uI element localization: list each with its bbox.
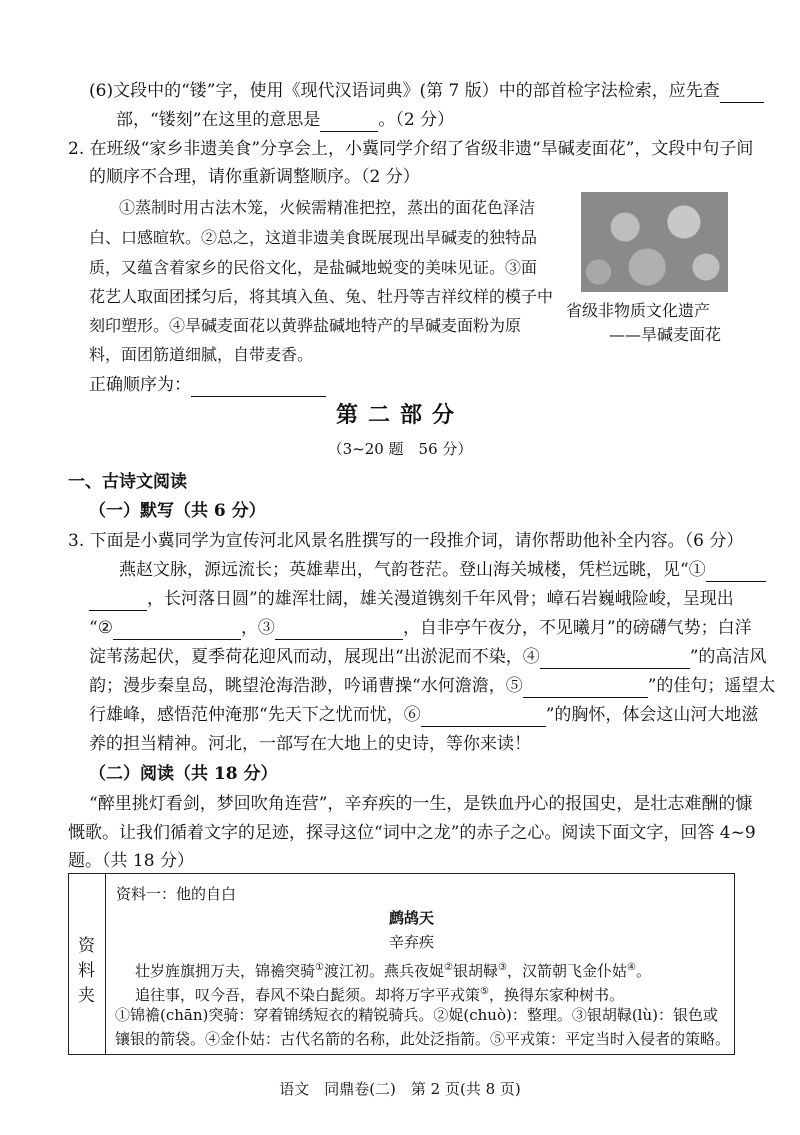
side-char: 料 [78, 961, 95, 981]
blank-1b[interactable] [89, 592, 147, 611]
side-char: 资 [78, 936, 95, 956]
q2-answer-line [89, 373, 326, 397]
q3-text-4 [89, 645, 766, 669]
poem-author: 辛弃疾 [388, 933, 434, 951]
footnote-mark: ④ [626, 962, 636, 973]
q3-text-1 [119, 558, 766, 582]
material-box [68, 873, 735, 1055]
q1-6-text2: 部，“镂刻”在这里的意思是 [116, 110, 321, 130]
reading-intro-1: “醉里挑灯看剑，梦回吹角连营”，辛弃疾的一生，是铁血丹心的报国史，是壮志难酬的慷 [89, 794, 753, 814]
reading-intro-2: 慨歌。让我们循着文字的足迹，探寻这位“词中之龙”的赤子之心。阅读下面文字，回答 4~9 [68, 823, 756, 843]
q1-6-line1 [89, 79, 764, 103]
poem-notes-1: ①锦襜(chān)突骑：穿着锦绣短衣的精锐骑兵。②娖(chuò)：整理。③银胡䩮(lù)：银色或 [115, 1006, 718, 1024]
q3-text-2 [89, 587, 734, 611]
q3-text: ，③ [240, 618, 275, 638]
verse-text: 渡江初。燕兵夜娖 [323, 962, 444, 980]
verse-text: 银胡䩮 [452, 962, 498, 980]
q2-para-3: 质，又蕴含着家乡的民俗文化，是盐碱地蜕变的美味见证。③面 [89, 258, 538, 277]
q3-text: 行雄峰，感悟范仲淹那“先天下之忧而忧，⑥ [89, 705, 421, 725]
q3-text: ，长河落日圆”的雄浑壮阔，雄关漫道镌刻千年风骨；嶂石岩巍峨险峻，呈现出 [147, 589, 734, 609]
q1-6-text: (6)文段中的“镂”字，使用《现代汉语词典》(第 7 版）中的部首检字法检索，应先查 [89, 81, 720, 101]
footnote-mark: ⑤ [480, 986, 489, 997]
q3-text: 燕赵文脉，源远流长；英雄辈出，气韵苍茫。登山海关城楼，凭栏远眺，见“① [119, 560, 706, 580]
subsection-heading-2: （二）阅读（共 18 分） [89, 764, 278, 784]
material-header: 资料一：他的自白 [116, 885, 237, 903]
blank-1a[interactable] [706, 563, 766, 582]
reading-intro-3: 题。（共 18 分） [68, 851, 194, 871]
section-heading: 一、古诗文阅读 [68, 472, 187, 492]
q2-para-4: 花艺人取面团揉匀后，将其填入鱼、兔、牡丹等吉祥纹样的模子中 [89, 287, 554, 306]
q2-para-2: 白、口感暄软。②总之，这道非遗美食既展现出旱碱麦的独特品 [89, 228, 538, 247]
q3-text: ，自非亭午夜分，不见曦月”的磅礴气势；白洋 [402, 618, 752, 638]
q3-text: 淀苇荡起伏，夏季荷花迎风而动，展现出“出淤泥而不染，④ [89, 647, 540, 667]
q3-line1: 3. 下面是小冀同学为宣传河北风景名胜撰写的一段推介词，请你帮助他补全内容。（6 分） [68, 531, 744, 551]
blank-6[interactable] [421, 708, 546, 727]
photo-caption-2: ——旱碱麦面花 [609, 325, 722, 344]
answer-blank[interactable] [320, 113, 378, 132]
part-title: 第二部分 [335, 402, 464, 428]
q2-para-6: 料，面团筋道细腻，自带麦香。 [89, 345, 314, 364]
answer-blank[interactable] [720, 84, 764, 103]
q3-text: ”的佳句；遥望太 [647, 676, 776, 696]
q1-6-score: 。（2 分） [378, 110, 455, 130]
q3-text-7: 养的担当精神。河北，一部写在大地上的史诗，等你来读！ [89, 734, 531, 754]
poem-verse-1 [135, 956, 651, 983]
footnote-mark: ③ [497, 962, 507, 973]
q3-text: 韵；漫步秦皇岛，眺望沧海浩渺，吟诵曹操“水何澹澹，⑤ [89, 676, 523, 696]
order-answer-blank[interactable] [191, 378, 326, 397]
answer-label: 正确顺序为： [89, 375, 191, 395]
subsection-heading: （一）默写（共 6 分） [89, 501, 266, 521]
verse-text: 追往事，叹今吾，春风不染白髭须。却将万字平戎策 [135, 986, 481, 1004]
q3-text-3 [89, 616, 752, 640]
q3-text: “② [89, 618, 113, 638]
blank-2[interactable] [113, 621, 241, 640]
noodle-flower-photo [581, 192, 728, 292]
blank-4[interactable] [540, 650, 690, 669]
q2-line1: 2. 在班级“家乡非遗美食”分享会上，小冀同学介绍了省级非遗“旱碱麦面花”，文段中句子间 [68, 139, 754, 159]
blank-3[interactable] [275, 621, 403, 640]
poem-title: 鹧鸪天 [388, 909, 434, 927]
verse-text: ，换得东家种树书。 [488, 986, 624, 1004]
footnote-mark: ② [444, 962, 453, 973]
part-subtitle: （3~20 题 56 分） [327, 440, 473, 458]
side-char: 夹 [78, 986, 95, 1006]
material-box-side [69, 874, 106, 1054]
q3-text: ”的高洁风 [689, 647, 767, 667]
q1-6-line2 [116, 108, 454, 132]
photo-caption-1: 省级非物质文化遗产 [566, 301, 711, 320]
q3-text-5 [89, 674, 775, 698]
poem-notes-2: 镶银的箭袋。④金仆姑：古代名箭的名称，此处泛指箭。⑤平戎策：平定当时入侵者的策略。 [115, 1030, 731, 1048]
q3-text-6 [89, 703, 758, 727]
q3-text: ”的胸怀，体会这山河大地滋 [545, 705, 759, 725]
footnote-mark: ① [315, 962, 324, 973]
blank-5[interactable] [523, 679, 648, 698]
q2-para-1: ①蒸制时用古法木笼，火候需精准把控，蒸出的面花色泽洁 [119, 198, 536, 217]
verse-text: ，汉箭朝飞金仆姑 [506, 962, 627, 980]
verse-text: 。 [635, 962, 651, 980]
page-footer: 语文 同鼎卷(二) 第 2 页(共 8 页) [279, 1080, 521, 1098]
q2-para-5: 刻印塑形。④旱碱麦面花以黄骅盐碱地特产的旱碱麦面粉为原 [89, 316, 522, 335]
verse-text: 壮岁旌旗拥万夫，锦襜突骑 [135, 962, 316, 980]
q2-line2: 的顺序不合理，请你重新调整顺序。（2 分） [89, 167, 420, 187]
